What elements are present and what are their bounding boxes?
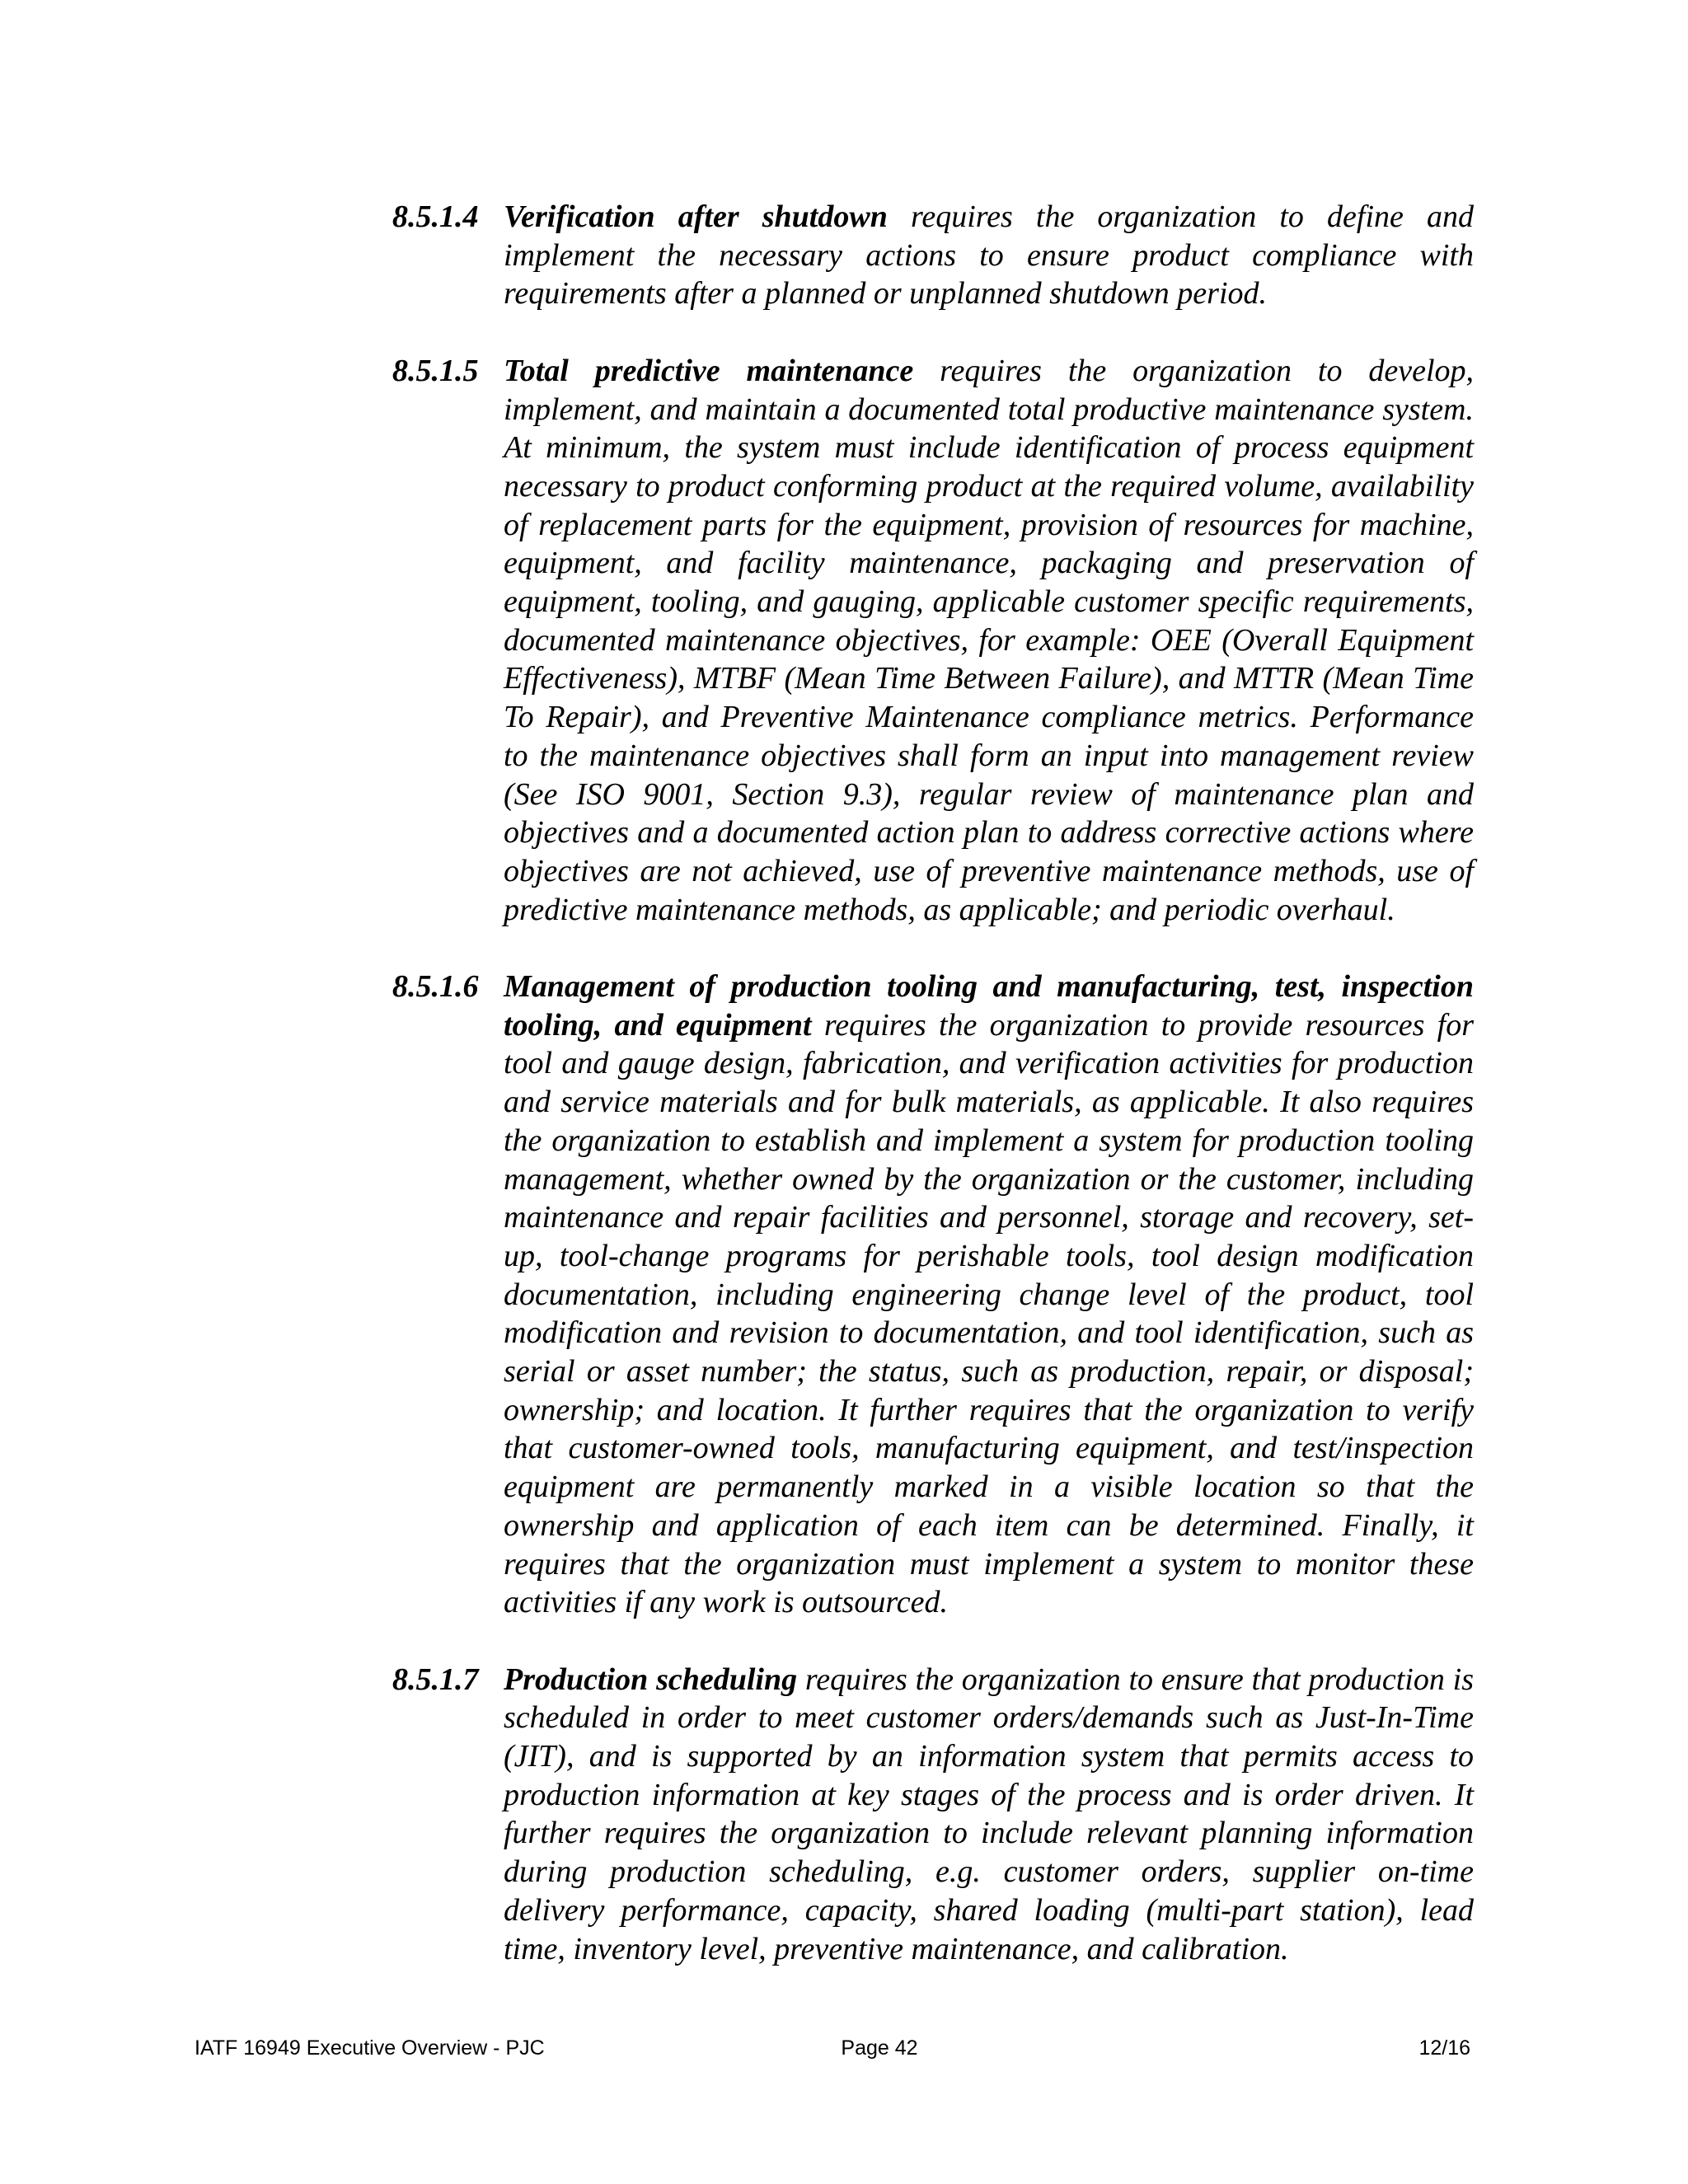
section-body <box>504 352 1474 930</box>
section-text: requires the organization to develop, implement, and maintain a documented total productive maintenance system. At minimum, the system must include identification of process equipment necessary to product conforming product at the required volume, availability of replacement parts for the equipment, provision of resources for machine, equipment, and facility maintenance, packaging and preservation of equipment, tooling, and gauging, applicable customer specific requirements, documented maintenance objectives, for example: OEE (Overall Equipment Effectiveness), MTBF (Mean Time Between Failure), and MTTR (Mean Time To Repair), and Preventive Maintenance compliance metrics. Performance to the maintenance objectives shall form an input into management review (See ISO 9001, Section 9.3), regular review of maintenance plan and objectives and a documented action plan to address corrective actions where objectives are not achieved, use of preventive maintenance methods, use of predictive maintenance methods, as applicable; and periodic overhaul. <box>504 353 1475 927</box>
section-title: Total predictive maintenance <box>504 353 914 388</box>
section-body <box>504 1661 1474 1969</box>
section-text: requires the organization to provide resources for tool and gauge design, fabrication, and verification activities for production and service materials and for bulk materials, as applicable. It also requires the organization to establish and implement a system for production tooling management, whether owned by the organization or the customer, including maintenance and repair facilities and personnel, storage and recovery, set-up, tool-change programs for perishable tools, tool design modification documentation, including engineering change level of the product, tool modification and revision to documentation, and tool identification, such as serial or asset number; the status, such as production, repair, or disposal; ownership; and location. It further requires that the organization to verify that customer-owned tools, manufacturing equipment, and test/inspection equipment are permanently marked in a visible location so that the ownership and application of each item can be determined. Finally, it requires that the organization must implement a system to monitor these activities if any work is outsourced. <box>504 1007 1474 1620</box>
section-title: Management of production tooling and manufacturing, test, inspection tooling, and equipment <box>504 969 1474 1043</box>
section-8-5-1-4 <box>392 198 1474 313</box>
section-number: 8.5.1.5 <box>392 353 479 388</box>
footer-date: 12/16 <box>1418 2036 1470 2060</box>
section-number: 8.5.1.7 <box>392 1661 479 1697</box>
section-text: requires the organization to ensure that production is scheduled in order to meet customer orders/demands such as Just-In-Time (JIT), and is supported by an information system that permits access to production information at key stages of the process and is order driven. It further requires the organization to include relevant planning information during production scheduling, e.g. customer orders, supplier on-time delivery performance, capacity, shared loading (multi-part station), lead time, inventory level, preventive maintenance, and calibration. <box>504 1661 1474 1966</box>
section-8-5-1-5 <box>392 352 1474 930</box>
footer-page-number: Page 42 <box>841 2036 918 2060</box>
section-text: requires the organization to define and implement the necessary actions to ensure product compliance with requirements after a planned or unplanned shutdown period. <box>504 199 1474 312</box>
section-8-5-1-6 <box>392 968 1474 1622</box>
section-number: 8.5.1.6 <box>392 969 479 1005</box>
section-number: 8.5.1.4 <box>392 199 479 234</box>
section-body <box>504 968 1474 1622</box>
section-list <box>392 198 1474 2007</box>
section-title: Production scheduling <box>504 1661 798 1697</box>
footer-document-title: IATF 16949 Executive Overview - PJC <box>195 2036 545 2060</box>
page-footer <box>195 2035 1470 2061</box>
section-title: Verification after shutdown <box>504 199 888 234</box>
section-8-5-1-7 <box>392 1661 1474 1969</box>
section-body <box>504 198 1474 313</box>
